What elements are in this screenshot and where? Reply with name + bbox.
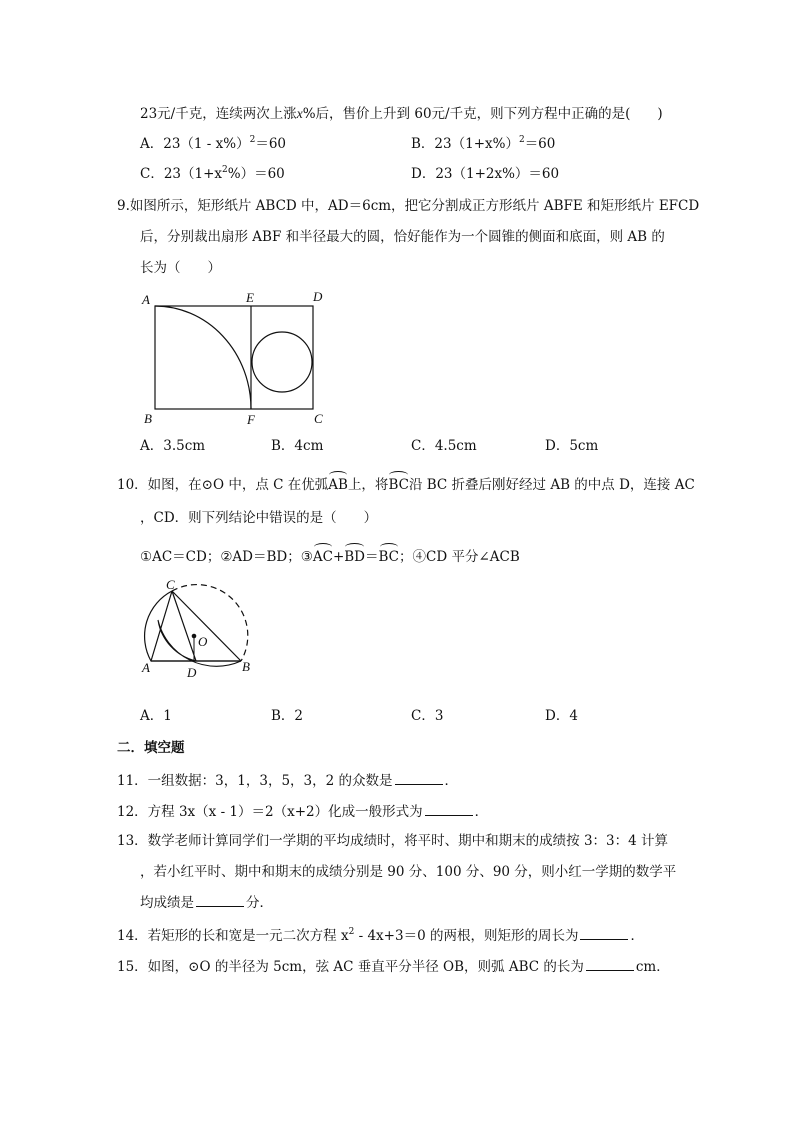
q15-answer-blank[interactable] xyxy=(586,958,634,971)
q10-option-d[interactable]: D．4 xyxy=(545,708,578,724)
arc-bc-notation: BC xyxy=(388,474,409,494)
q14-answer-blank[interactable] xyxy=(580,927,628,940)
q9-line2: 后，分别裁出扇形 ABF 和半径最大的圆，恰好能作为一个圆锥的侧面和底面，则 AB 的 xyxy=(140,229,665,245)
q14-text-a: 14．若矩形的长和宽是一元二次方程 x xyxy=(117,928,349,944)
q8-option-b-end: ＝60 xyxy=(524,136,556,152)
label-c: C xyxy=(314,411,323,426)
label-f: F xyxy=(247,412,255,427)
q11-end: ． xyxy=(444,773,459,789)
q15-text: 15．如图，⊙O 的半径为 5cm，弦 AC 垂直平分半径 OB，则弧 ABC 的长为 xyxy=(117,959,584,975)
label-o: O xyxy=(198,634,208,649)
q8-option-d[interactable]: D．23（1+2x%）＝60 xyxy=(411,166,560,182)
arc-bc-notation-2: BC xyxy=(379,546,400,566)
label-d: D xyxy=(313,289,323,304)
label-b: B xyxy=(242,659,250,674)
q12-end: ． xyxy=(474,804,489,820)
label-c: C xyxy=(166,578,175,592)
center-point-o xyxy=(192,634,197,639)
q9-line3: 长为（ ） xyxy=(140,260,221,276)
q8-var-x: x xyxy=(296,106,303,121)
label-d: D xyxy=(187,665,197,680)
q12-answer-blank[interactable] xyxy=(425,803,473,816)
q15-end: cm． xyxy=(635,959,670,975)
q10-line1 xyxy=(117,474,695,494)
q15 xyxy=(117,958,670,976)
q11 xyxy=(117,772,458,790)
q9-option-b[interactable]: B．4cm xyxy=(271,438,324,454)
q8-option-a-text: A．23（1 - x%） xyxy=(140,136,250,152)
label-b: B xyxy=(144,411,152,426)
segment-ac xyxy=(151,591,172,661)
rect-abcd xyxy=(155,306,313,409)
q10-line1-a: 10．如图，在⊙O 中，点 C 在优弧 xyxy=(117,477,329,493)
q8-option-a-sup: 2 xyxy=(249,135,256,145)
arc-ac-notation: AC xyxy=(313,546,333,566)
inscribed-circle xyxy=(252,332,312,392)
q8-line1-a: 23元/千克，连续两次上涨 xyxy=(140,106,297,122)
q8-option-c-end: %）＝60 xyxy=(227,166,285,182)
q13-end: 分． xyxy=(246,895,273,911)
arc-ab-notation: AB xyxy=(328,474,348,494)
q8-option-c-text: C．23（1+x xyxy=(140,166,223,182)
q10-option-a[interactable]: A．1 xyxy=(140,708,172,724)
q9-figure xyxy=(138,285,338,430)
q10-conclusion-4: ；④CD 平分∠ACB xyxy=(399,549,520,565)
q11-text: 11．一组数据：3，1，3，5，3，2 的众数是 xyxy=(117,773,393,789)
q14-sup: 2 xyxy=(348,927,355,937)
q10-conclusions xyxy=(140,546,520,566)
q8-option-b-text: B．23（1+x%） xyxy=(411,136,519,152)
segment-cb xyxy=(172,591,241,661)
q13-line2: ，若小红平时、期中和期末的成绩分别是 90 分、100 分、90 分，则小红一学期的数学平 xyxy=(140,864,677,880)
q9-line1: 9.如图所示，矩形纸片 ABCD 中，AD＝6cm，把它分割成正方形纸片 ABFE 和矩形纸片 EFCD xyxy=(117,198,700,214)
q11-answer-blank[interactable] xyxy=(395,772,443,785)
section-title-fill-in: 二．填空题 xyxy=(117,740,185,756)
q14-text-b: - 4x+3＝0 的两根，则矩形的周长为 xyxy=(354,928,579,944)
q8-option-c[interactable] xyxy=(140,165,285,183)
q14-end: ． xyxy=(630,928,644,944)
q8-line1-b: %后，售价上升到 60元/千克，则下列方程中正确的是( ) xyxy=(302,106,663,122)
q9-option-c[interactable]: C．4.5cm xyxy=(411,438,477,454)
q12-text: 12．方程 3x（x - 1）＝2（x+2）化成一般形式为 xyxy=(117,804,423,820)
q8-option-a-end: ＝60 xyxy=(255,136,287,152)
q8-option-c-sup: 2 xyxy=(222,165,228,175)
q10-option-b[interactable]: B．2 xyxy=(271,708,304,724)
q10-line1-b: 上，将 xyxy=(347,477,389,493)
sector-arc-abf xyxy=(155,306,251,409)
q10-conclusion-1-2: ①AC＝CD；②AD＝BD；③ xyxy=(140,549,313,565)
q9-option-d[interactable]: D．5cm xyxy=(545,438,599,454)
q8-option-a[interactable] xyxy=(140,135,286,153)
q8-line1 xyxy=(140,105,663,123)
q13-line3-text: 均成绩是 xyxy=(140,895,194,911)
q10-equals: ＝ xyxy=(365,549,379,565)
q10-figure xyxy=(138,578,258,683)
q10-option-c[interactable]: C．3 xyxy=(411,708,444,724)
q8-option-b-sup: 2 xyxy=(518,135,525,145)
q13-line1: 13．数学老师计算同学们一学期的平均成绩时，将平时、期中和期末的成绩按 3：3：4 计算 xyxy=(117,833,669,849)
q10-line2: ，CD．则下列结论中错误的是（ ） xyxy=(140,510,378,526)
q13-answer-blank[interactable] xyxy=(196,894,244,907)
label-a: A xyxy=(142,292,150,307)
q13-line3 xyxy=(140,894,273,912)
q10-line1-c: 沿 BC 折叠后刚好经过 AB 的中点 D，连接 AC xyxy=(408,477,695,493)
q9-option-a[interactable]: A．3.5cm xyxy=(140,438,206,454)
q12 xyxy=(117,803,488,821)
q10-plus: + xyxy=(332,549,345,565)
q14 xyxy=(117,927,644,945)
arc-bd-notation: BD xyxy=(344,546,365,566)
label-e: E xyxy=(246,290,254,305)
label-a: A xyxy=(142,660,150,675)
q8-option-b[interactable] xyxy=(411,135,555,153)
